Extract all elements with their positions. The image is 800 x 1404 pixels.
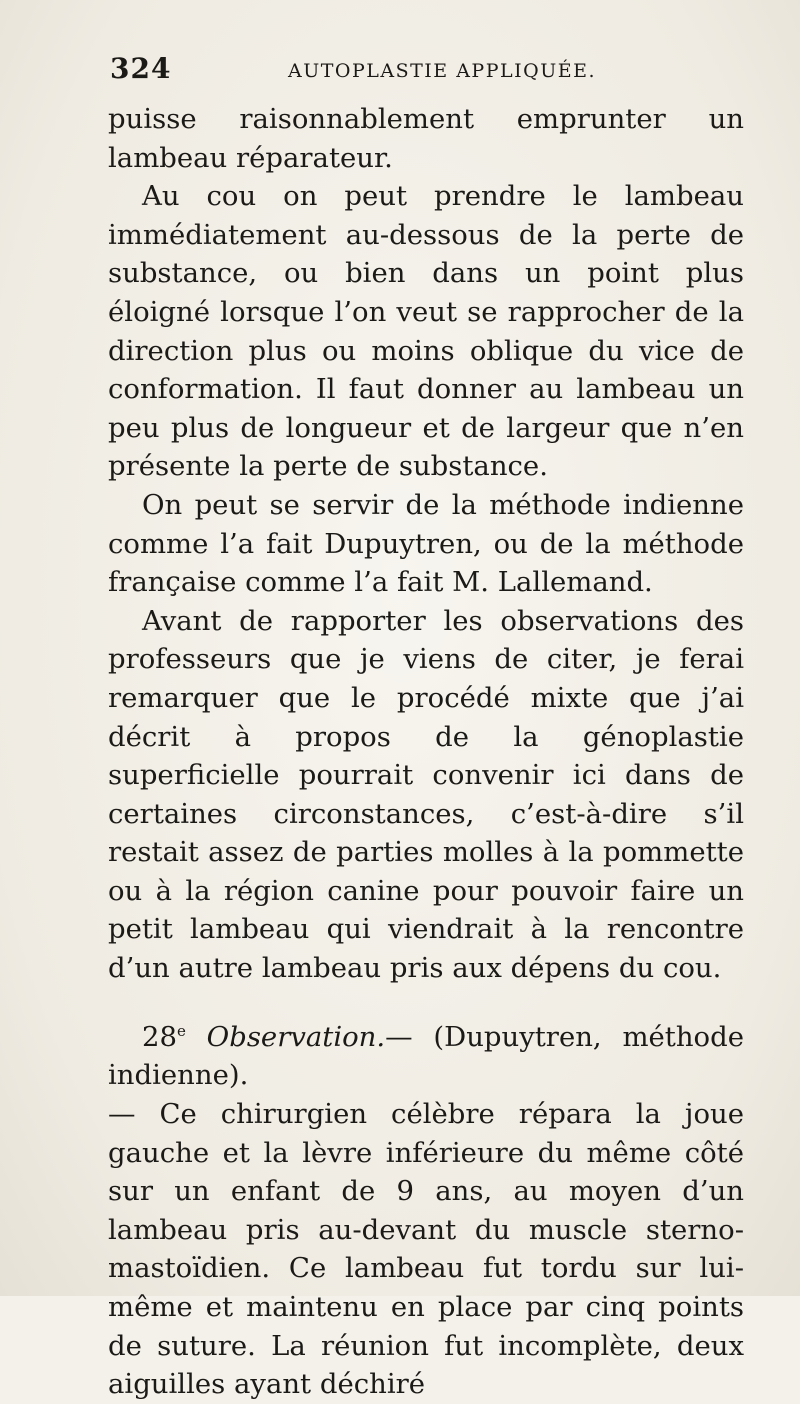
observation-source: — (Dupuytren, méthode indienne). bbox=[108, 1020, 744, 1092]
page-header bbox=[110, 52, 750, 92]
body-text bbox=[108, 100, 744, 1404]
paragraph-continuation: puisse raisonnablement emprunter un lambeau réparateur. bbox=[108, 103, 744, 174]
paragraph-procede-mixte: Avant de rapporter les observations des professeurs que je viens de citer, je ferai remarquer que le procédé mixte que j’ai décrit à propos de la génoplastie superficielle pourrait convenir ici dans de certaines circonstances, c’est-à-dire s’il restait assez de parties molles à la pommette ou à la région canine pour pouvoir faire un petit lambeau qui viendrait à la rencontre d’un autre lambeau pris aux dépens du cou. bbox=[108, 604, 744, 985]
observation-number-sup: e bbox=[177, 1021, 186, 1040]
observation-heading bbox=[108, 1012, 744, 1095]
paragraph-observation: — Ce chirurgien célèbre répara la joue gauche et la lèvre inférieure du même côté sur un enfant de 9 ans, au moyen d’un lambeau pris au-devant du muscle sterno-mastoïdien. Ce lambeau fut tordu sur lui-même et maintenu en place par cinq points de suture. La réunion fut incomplète, deux aiguilles ayant déchiré bbox=[108, 1098, 744, 1401]
running-title: AUTOPLASTIE APPLIQUÉE. bbox=[288, 60, 596, 82]
paragraph-cou: Au cou on peut prendre le lambeau immédiatement au-dessous de la perte de substance, ou bien dans un point plus éloigné lorsque l’on veut se rapprocher de la direction plus ou moins oblique du vice de conformation. Il faut donner au lambeau un peu plus de longueur et de largeur que n’en présente la perte de substance. bbox=[108, 180, 744, 483]
observation-number: 28 bbox=[142, 1020, 177, 1053]
page-number: 324 bbox=[110, 52, 172, 85]
observation-title: Observation. bbox=[206, 1020, 386, 1053]
paragraph-methode: On peut se servir de la méthode indienne comme l’a fait Dupuytren, ou de la méthode française comme l’a fait M. Lallemand. bbox=[108, 488, 744, 599]
